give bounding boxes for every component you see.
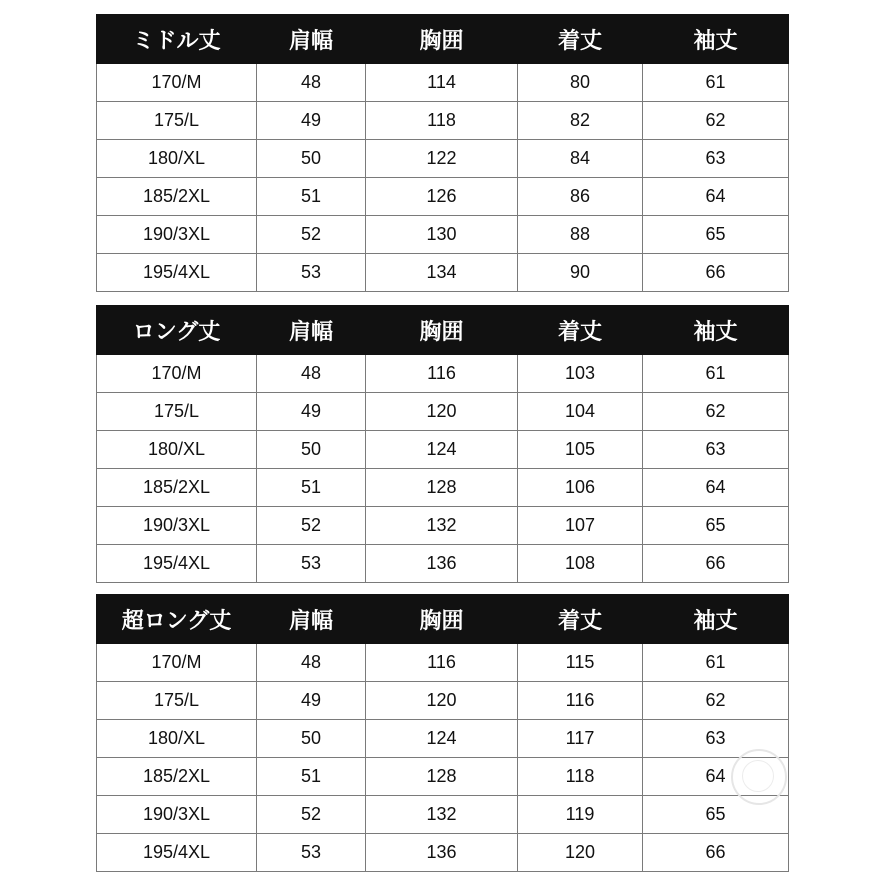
length-cell: 86 — [518, 178, 643, 216]
shoulder-cell: 48 — [257, 644, 366, 682]
table-row — [97, 355, 789, 393]
header-shoulder: 肩幅 — [257, 306, 366, 355]
chest-cell: 128 — [366, 758, 518, 796]
sleeve-cell: 61 — [643, 64, 789, 102]
table-row — [97, 796, 789, 834]
table-row — [97, 216, 789, 254]
chest-cell: 120 — [366, 682, 518, 720]
length-cell: 107 — [518, 507, 643, 545]
header-chest: 胸囲 — [366, 595, 518, 644]
table-row — [97, 644, 789, 682]
header-shoulder: 肩幅 — [257, 595, 366, 644]
length-cell: 106 — [518, 469, 643, 507]
shoulder-cell: 53 — [257, 834, 366, 872]
length-cell: 119 — [518, 796, 643, 834]
header-length: 着丈 — [518, 15, 643, 64]
header-row — [97, 595, 789, 644]
table-row — [97, 507, 789, 545]
shoulder-cell: 49 — [257, 682, 366, 720]
length-cell: 116 — [518, 682, 643, 720]
size-cell: 175/L — [97, 393, 257, 431]
shoulder-cell: 49 — [257, 393, 366, 431]
sleeve-cell: 63 — [643, 431, 789, 469]
chest-cell: 122 — [366, 140, 518, 178]
size-cell: 180/XL — [97, 431, 257, 469]
chest-cell: 118 — [366, 102, 518, 140]
header-length: 着丈 — [518, 595, 643, 644]
header-chest: 胸囲 — [366, 15, 518, 64]
table-row — [97, 254, 789, 292]
header-shoulder: 肩幅 — [257, 15, 366, 64]
header-sleeve: 袖丈 — [643, 15, 789, 64]
size-cell: 170/M — [97, 355, 257, 393]
table-row — [97, 834, 789, 872]
length-cell: 88 — [518, 216, 643, 254]
chest-cell: 116 — [366, 644, 518, 682]
header-length: 着丈 — [518, 306, 643, 355]
size-cell: 195/4XL — [97, 834, 257, 872]
sleeve-cell: 61 — [643, 644, 789, 682]
size-cell: 175/L — [97, 102, 257, 140]
sleeve-cell: 64 — [643, 758, 789, 796]
table-row — [97, 102, 789, 140]
table-title: 超ロング丈 — [97, 595, 257, 644]
size-cell: 185/2XL — [97, 178, 257, 216]
sleeve-cell: 61 — [643, 355, 789, 393]
length-cell: 104 — [518, 393, 643, 431]
shoulder-cell: 51 — [257, 469, 366, 507]
length-cell: 80 — [518, 64, 643, 102]
size-cell: 190/3XL — [97, 796, 257, 834]
size-cell: 190/3XL — [97, 507, 257, 545]
length-cell: 115 — [518, 644, 643, 682]
table-row — [97, 469, 789, 507]
table-row — [97, 140, 789, 178]
table-row — [97, 64, 789, 102]
sleeve-cell: 64 — [643, 469, 789, 507]
shoulder-cell: 53 — [257, 254, 366, 292]
length-cell: 82 — [518, 102, 643, 140]
sleeve-cell: 62 — [643, 393, 789, 431]
size-cell: 175/L — [97, 682, 257, 720]
table-row — [97, 720, 789, 758]
length-cell: 105 — [518, 431, 643, 469]
size-cell: 180/XL — [97, 720, 257, 758]
shoulder-cell: 52 — [257, 796, 366, 834]
header-sleeve: 袖丈 — [643, 595, 789, 644]
chest-cell: 130 — [366, 216, 518, 254]
sleeve-cell: 65 — [643, 216, 789, 254]
shoulder-cell: 50 — [257, 140, 366, 178]
shoulder-cell: 53 — [257, 545, 366, 583]
length-cell: 84 — [518, 140, 643, 178]
size-cell: 195/4XL — [97, 254, 257, 292]
shoulder-cell: 48 — [257, 355, 366, 393]
table-row — [97, 682, 789, 720]
table-title: ミドル丈 — [97, 15, 257, 64]
size-cell: 170/M — [97, 64, 257, 102]
size-cell: 170/M — [97, 644, 257, 682]
shoulder-cell: 52 — [257, 216, 366, 254]
table-row — [97, 431, 789, 469]
chest-cell: 126 — [366, 178, 518, 216]
sleeve-cell: 66 — [643, 254, 789, 292]
chest-cell: 116 — [366, 355, 518, 393]
size-cell: 185/2XL — [97, 469, 257, 507]
sleeve-cell: 62 — [643, 682, 789, 720]
length-cell: 103 — [518, 355, 643, 393]
length-cell: 120 — [518, 834, 643, 872]
size-cell: 190/3XL — [97, 216, 257, 254]
size-cell: 195/4XL — [97, 545, 257, 583]
length-cell: 118 — [518, 758, 643, 796]
shoulder-cell: 50 — [257, 431, 366, 469]
header-row — [97, 306, 789, 355]
chest-cell: 136 — [366, 834, 518, 872]
sleeve-cell: 66 — [643, 545, 789, 583]
header-sleeve: 袖丈 — [643, 306, 789, 355]
size-cell: 180/XL — [97, 140, 257, 178]
table-row — [97, 393, 789, 431]
header-chest: 胸囲 — [366, 306, 518, 355]
shoulder-cell: 50 — [257, 720, 366, 758]
chest-cell: 134 — [366, 254, 518, 292]
table-title: ロング丈 — [97, 306, 257, 355]
length-cell: 117 — [518, 720, 643, 758]
chest-cell: 136 — [366, 545, 518, 583]
sleeve-cell: 65 — [643, 507, 789, 545]
length-cell: 108 — [518, 545, 643, 583]
shoulder-cell: 51 — [257, 178, 366, 216]
shoulder-cell: 52 — [257, 507, 366, 545]
header-row — [97, 15, 789, 64]
chest-cell: 120 — [366, 393, 518, 431]
size-cell: 185/2XL — [97, 758, 257, 796]
sleeve-cell: 65 — [643, 796, 789, 834]
sleeve-cell: 66 — [643, 834, 789, 872]
sleeve-cell: 63 — [643, 720, 789, 758]
chest-cell: 132 — [366, 796, 518, 834]
size-table-extra-long — [96, 594, 789, 872]
shoulder-cell: 49 — [257, 102, 366, 140]
sleeve-cell: 62 — [643, 102, 789, 140]
table-row — [97, 545, 789, 583]
sleeve-cell: 63 — [643, 140, 789, 178]
size-table-long — [96, 305, 789, 583]
watermark-seal — [731, 749, 787, 805]
chest-cell: 128 — [366, 469, 518, 507]
table-row — [97, 758, 789, 796]
length-cell: 90 — [518, 254, 643, 292]
chest-cell: 124 — [366, 720, 518, 758]
chest-cell: 132 — [366, 507, 518, 545]
chest-cell: 124 — [366, 431, 518, 469]
shoulder-cell: 48 — [257, 64, 366, 102]
shoulder-cell: 51 — [257, 758, 366, 796]
table-row — [97, 178, 789, 216]
size-table-middle — [96, 14, 789, 292]
chest-cell: 114 — [366, 64, 518, 102]
sleeve-cell: 64 — [643, 178, 789, 216]
